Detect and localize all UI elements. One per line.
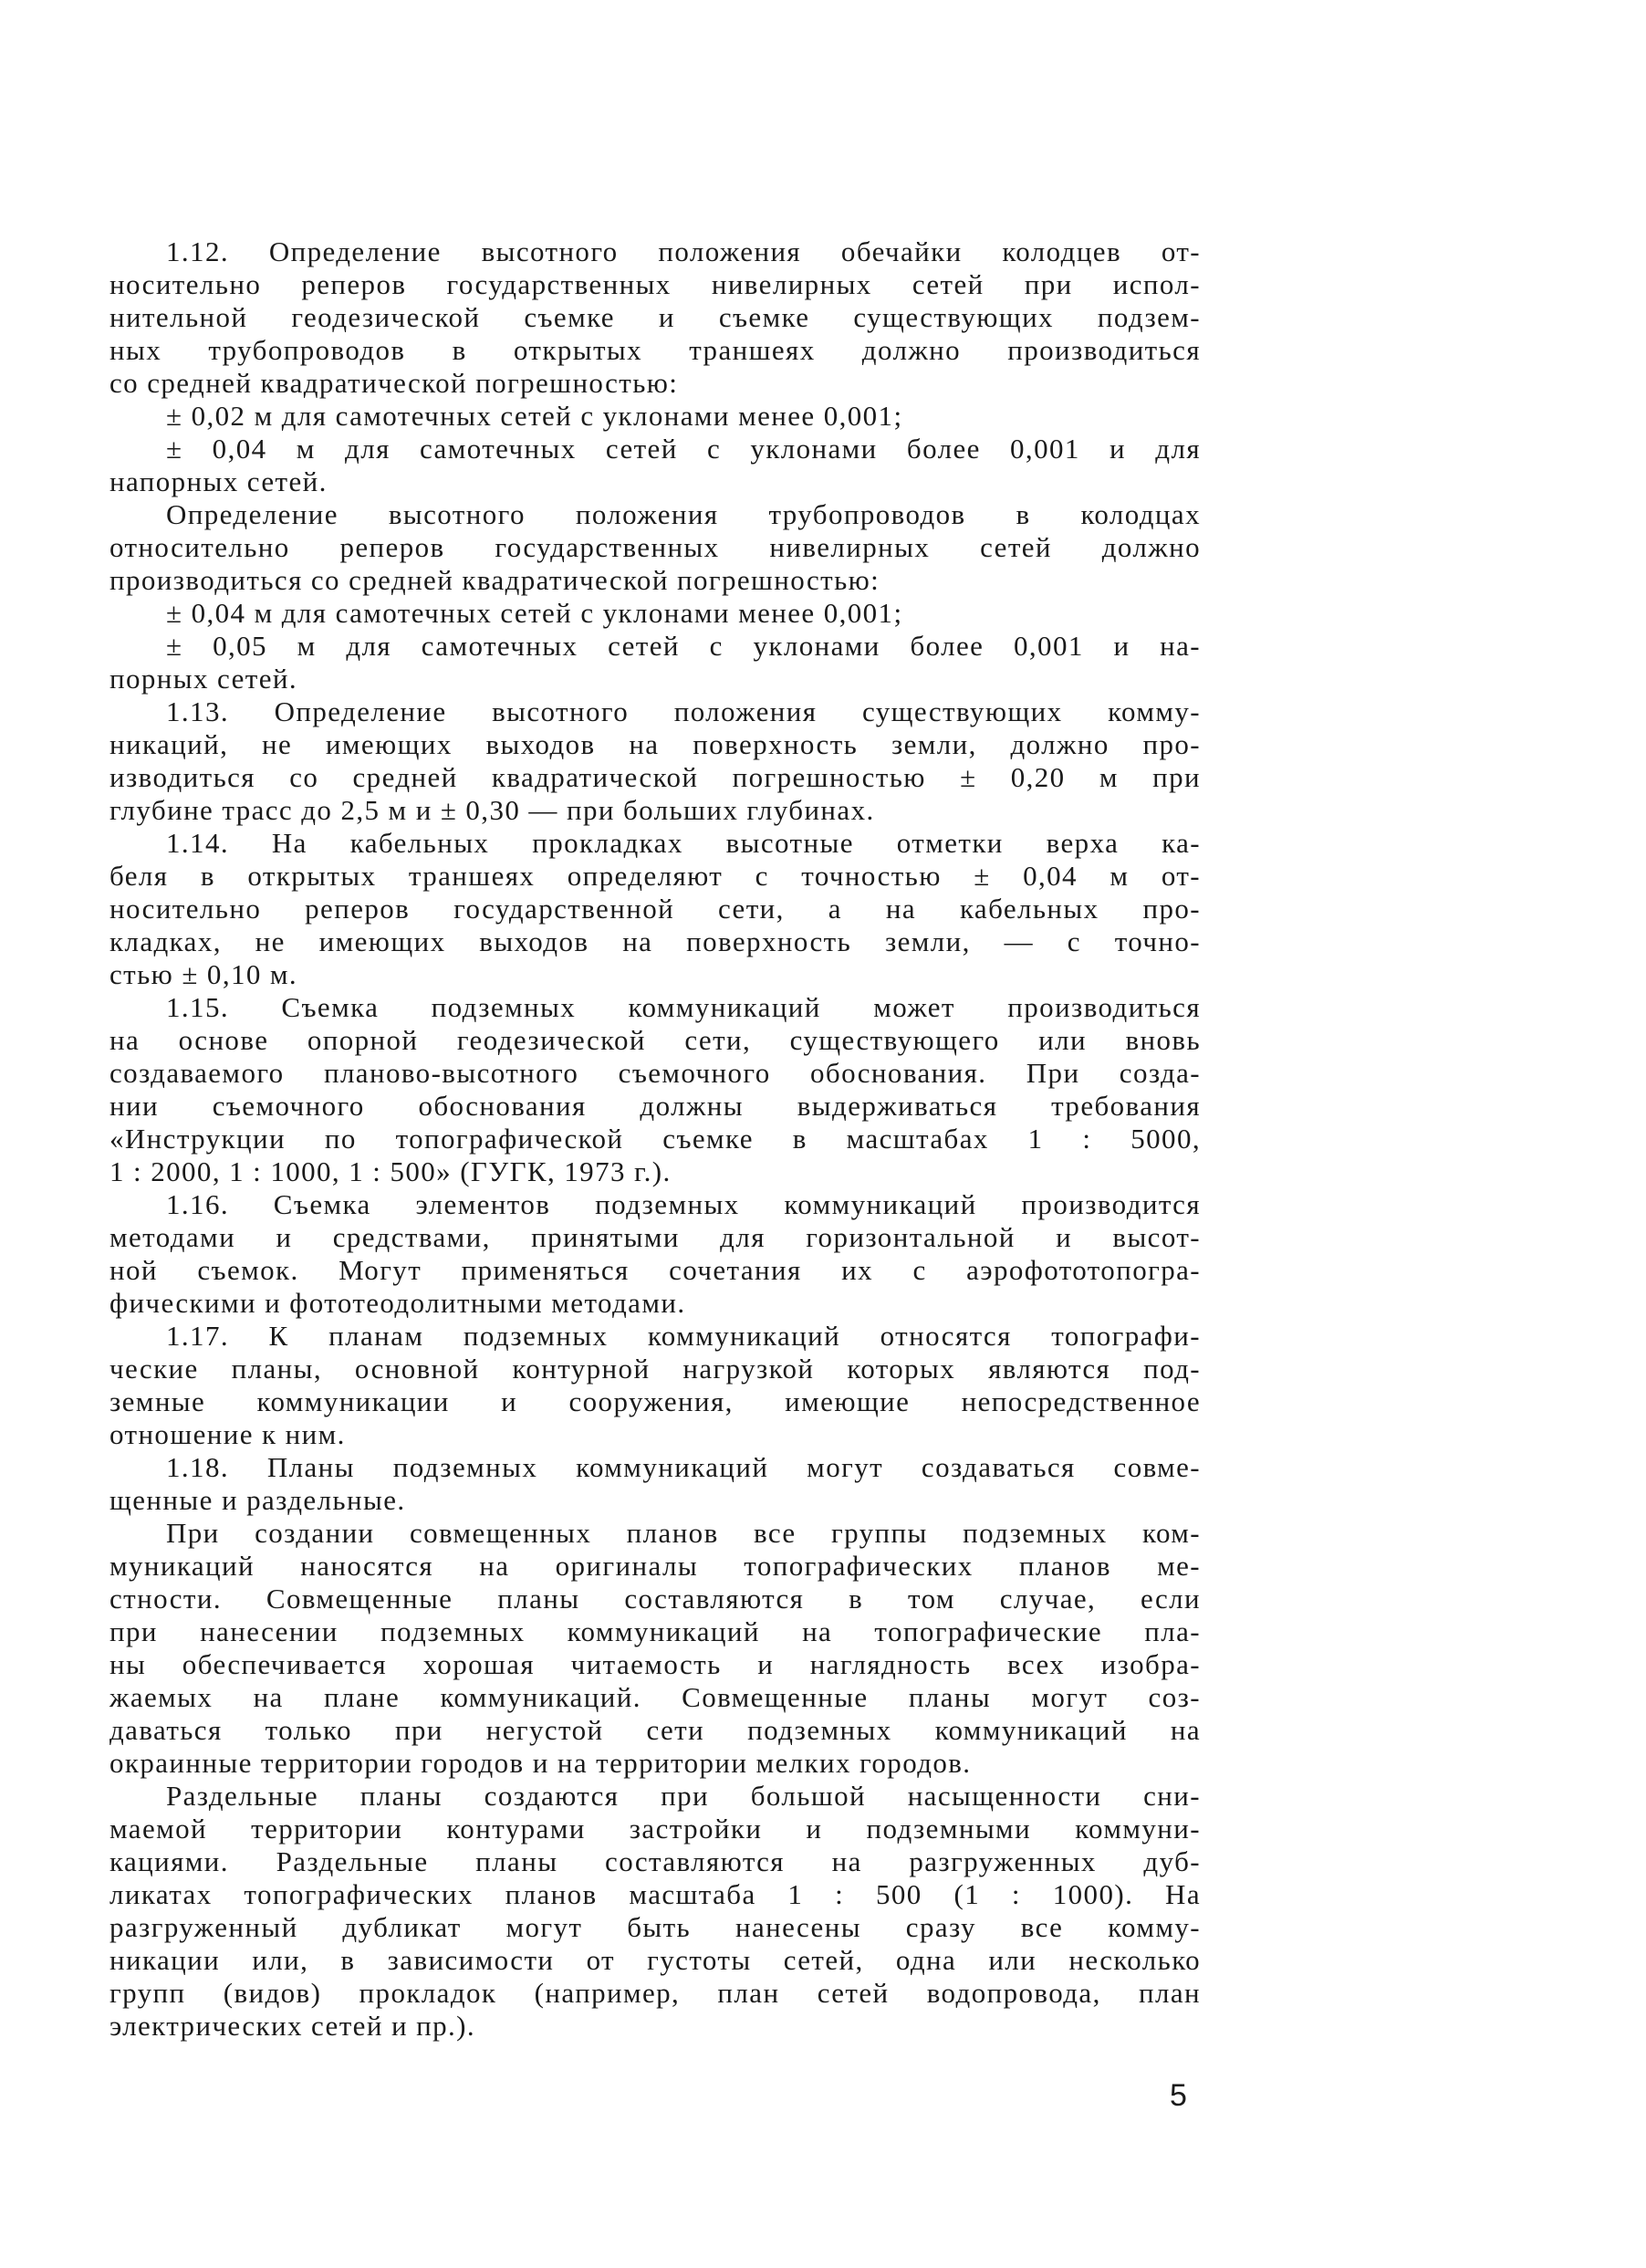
text-line: методами и средствами, принятыми для горизонтальной и высот- [109, 1221, 1201, 1253]
text-line: Определение высотного положения трубопроводов в колодцах [166, 498, 1201, 530]
text-line: напорных сетей. [109, 465, 328, 497]
text-line: беля в открытых траншеях определяют с точностью ± 0,04 м от- [109, 860, 1201, 892]
text-line: при нанесении подземных коммуникаций на топографические пла- [109, 1615, 1201, 1647]
text-line: никации или, в зависимости от густоты сетей, одна или несколько [109, 1944, 1201, 1976]
text-line: на основе опорной геодезической сети, существующего или вновь [109, 1024, 1201, 1056]
text-line: нительной геодезической съемке и съемке существующих подзем- [109, 301, 1201, 333]
text-line: 1.12. Определение высотного положения обечайки колодцев от- [166, 235, 1201, 267]
text-line: 1.14. На кабельных прокладках высотные отметки верха ка- [166, 827, 1201, 859]
text-line: носительно реперов государственных нивелирных сетей при испол- [109, 268, 1201, 300]
page-number: 5 [1170, 2078, 1187, 2113]
text-line: носительно реперов государственной сети, а на кабельных про- [109, 893, 1201, 925]
text-line: ных трубопроводов в открытых траншеях должно производиться [109, 334, 1201, 366]
text-line: создаваемого планово-высотного съемочного обоснования. При созда- [109, 1057, 1201, 1089]
text-line: жаемых на плане коммуникаций. Совмещенные планы могут соз- [109, 1681, 1201, 1713]
text-line: электрических сетей и пр.). [109, 2010, 476, 2042]
text-line: муникаций наносятся на оригиналы топографических планов ме- [109, 1550, 1201, 1582]
text-line: со средней квадратической погрешностью: [109, 367, 679, 399]
text-line: ± 0,04 м для самотечных сетей с уклонами менее 0,001; [166, 597, 903, 629]
text-line: изводиться со средней квадратической погрешностью ± 0,20 м при [109, 761, 1201, 793]
text-line: даваться только при негустой сети подземных коммуникаций на [109, 1714, 1201, 1746]
text-line: ± 0,02 м для самотечных сетей с уклонами менее 0,001; [166, 400, 903, 432]
text-line: ной съемок. Могут применяться сочетания их с аэрофототопогра- [109, 1254, 1201, 1286]
text-line: 1 : 2000, 1 : 1000, 1 : 500» (ГУГК, 1973 г.). [109, 1155, 672, 1187]
text-line: «Инструкции по топографической съемке в масштабах 1 : 5000, [109, 1123, 1201, 1155]
text-line: кациями. Раздельные планы составляются на разгруженных дуб- [109, 1845, 1201, 1877]
text-line: 1.15. Съемка подземных коммуникаций может производиться [166, 991, 1201, 1023]
text-line: глубине трасс до 2,5 м и ± 0,30 — при больших глубинах. [109, 794, 875, 826]
text-line: стности. Совмещенные планы составляются в том случае, если [109, 1583, 1201, 1615]
text-line: земные коммуникации и сооружения, имеющие непосредственное [109, 1385, 1201, 1417]
text-line: щенные и раздельные. [109, 1484, 406, 1516]
text-line: ликатах топографических планов масштаба 1 : 500 (1 : 1000). На [109, 1878, 1201, 1910]
text-line: никаций, не имеющих выходов на поверхность земли, должно про- [109, 728, 1201, 760]
text-line: относительно реперов государственных нивелирных сетей должно [109, 531, 1201, 563]
text-line: ± 0,05 м для самотечных сетей с уклонами более 0,001 и на- [166, 630, 1201, 662]
text-line: отношение к ним. [109, 1418, 346, 1450]
text-line: ческие планы, основной контурной нагрузкой которых являются под- [109, 1353, 1201, 1385]
text-line: разгруженный дубликат могут быть нанесены сразу все комму- [109, 1911, 1201, 1943]
text-line: ± 0,04 м для самотечных сетей с уклонами более 0,001 и для [166, 433, 1201, 465]
text-line: 1.18. Планы подземных коммуникаций могут создаваться совме- [166, 1451, 1201, 1483]
text-line: производиться со средней квадратической погрешностью: [109, 564, 880, 596]
text-line: фическими и фототеодолитными методами. [109, 1287, 686, 1319]
text-line: окраинные территории городов и на территории мелких городов. [109, 1747, 972, 1779]
text-line: 1.13. Определение высотного положения существующих комму- [166, 695, 1201, 727]
text-line: 1.16. Съемка элементов подземных коммуникаций производится [166, 1188, 1201, 1220]
text-line: ны обеспечивается хорошая читаемость и наглядность всех изобра- [109, 1648, 1201, 1680]
text-line: групп (видов) прокладок (например, план сетей водопровода, план [109, 1977, 1201, 2009]
body-text [109, 235, 1201, 2043]
text-line: стью ± 0,10 м. [109, 958, 298, 990]
text-line: При создании совмещенных планов все группы подземных ком- [166, 1517, 1201, 1549]
text-line: кладках, не имеющих выходов на поверхность земли, — с точно- [109, 925, 1201, 957]
text-line: 1.17. К планам подземных коммуникаций относятся топографи- [166, 1320, 1201, 1352]
text-line: порных сетей. [109, 663, 298, 695]
text-line: нии съемочного обоснования должны выдерживаться требования [109, 1090, 1201, 1122]
text-line: Раздельные планы создаются при большой насыщенности сни- [166, 1780, 1201, 1812]
text-line: маемой территории контурами застройки и подземными коммуни- [109, 1813, 1201, 1845]
